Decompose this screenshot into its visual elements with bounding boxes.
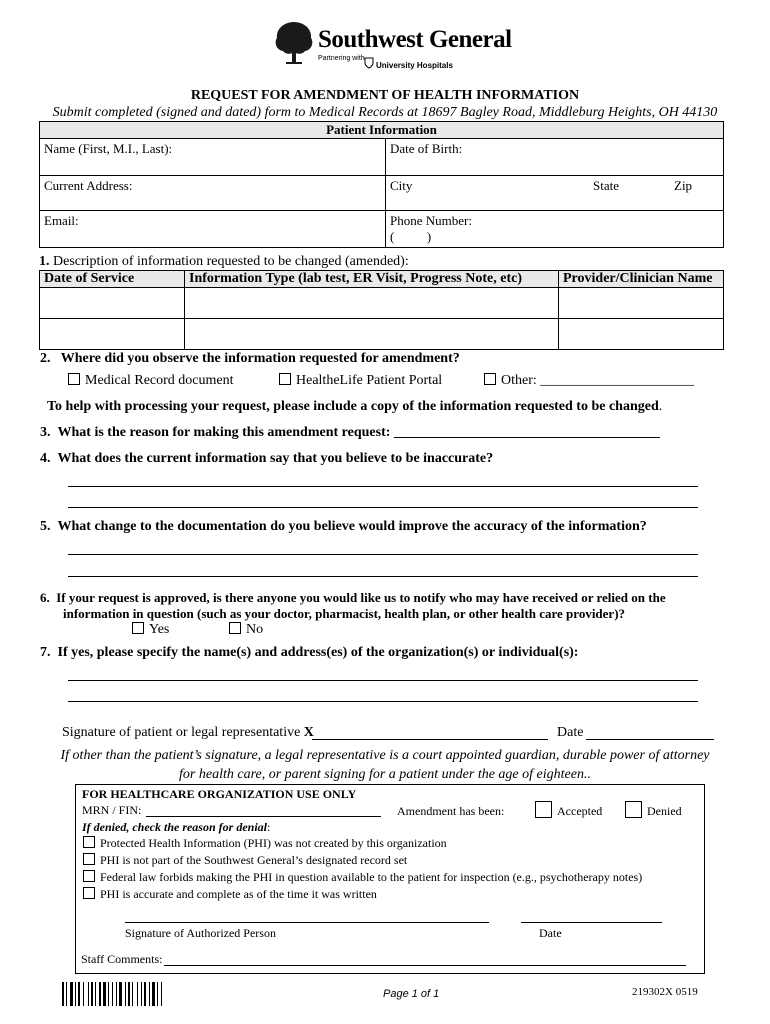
office-use-header: FOR HEALTHCARE ORGANIZATION USE ONLY [82, 787, 357, 801]
staff-comments-line[interactable] [164, 965, 686, 966]
auth-signature-line[interactable] [125, 922, 489, 923]
col-information-type: Information Type (lab test, ER Visit, Progress Note, etc) [185, 271, 559, 288]
checkbox[interactable] [132, 622, 144, 634]
dob-field[interactable] [386, 139, 724, 176]
state-label: State [593, 178, 619, 193]
legal-note: If other than the patient’s signature, a legal representative is a court appointed guardian, durable power of attorney for health care, or parent signing for a patient under the age of eighteen.. [60, 748, 710, 782]
q4-answer-line[interactable] [68, 507, 698, 508]
checkbox[interactable] [83, 836, 95, 848]
q1-label: Description of information requested to be changed (amended): [53, 254, 409, 269]
q2-option-other[interactable]: Other: ______________________ [484, 373, 694, 389]
table-row [40, 319, 724, 350]
amendment-table [39, 270, 724, 350]
uh-shield-icon [364, 57, 374, 69]
checkbox[interactable] [83, 853, 95, 865]
checkbox[interactable] [83, 870, 95, 882]
patient-info-table [39, 121, 724, 248]
denial-reason[interactable]: Federal law forbids making the PHI in question available to the patient for inspection (e.g., psychotherapy notes) [83, 870, 642, 885]
amendment-label: Amendment has been: [397, 804, 505, 818]
checkbox[interactable] [484, 373, 496, 385]
name-field[interactable] [40, 139, 386, 176]
city-state-zip-field[interactable] [386, 176, 724, 211]
form-code: 219302X 0519 [632, 986, 698, 998]
logo-partner-name: University Hospitals [376, 61, 453, 70]
auth-signature-label: Signature of Authorized Person [125, 926, 276, 940]
form-title: REQUEST FOR AMENDMENT OF HEALTH INFORMATION [190, 88, 580, 103]
cell-date-1[interactable] [40, 288, 185, 319]
checkbox[interactable] [279, 373, 291, 385]
barcode [62, 982, 198, 1006]
q4-answer-line[interactable] [68, 486, 698, 487]
denial-reason[interactable]: PHI is not part of the Southwest General’s designated record set [83, 853, 407, 868]
q1-number: 1. [39, 254, 50, 269]
denial-reason[interactable]: Protected Health Information (PHI) was not created by this organization [83, 836, 447, 851]
denial-reason[interactable]: PHI is accurate and complete as of the time it was written [83, 887, 377, 902]
logo [272, 20, 532, 76]
patient-date-label: Date [557, 725, 584, 740]
q2-text [40, 351, 460, 367]
checkbox[interactable] [535, 801, 552, 818]
q6-text: 6. If your request is approved, is there anyone you would like us to notify who may have received or relied on the information in question (such as your doctor, pharmacist, health plan, or other health care provider)? [40, 590, 666, 621]
q2-option-patient-portal[interactable]: HealtheLife Patient Portal [279, 373, 442, 389]
denied-option[interactable]: Denied [625, 801, 682, 819]
email-label: Email: [44, 213, 79, 228]
phone-field[interactable] [386, 211, 724, 248]
q6-option-yes[interactable]: Yes [132, 622, 169, 638]
checkbox[interactable] [625, 801, 642, 818]
dob-label: Date of Birth: [390, 141, 463, 156]
cell-type-2[interactable] [185, 319, 559, 350]
cell-date-2[interactable] [40, 319, 185, 350]
q5-answer-line[interactable] [68, 554, 698, 555]
denial-heading: If denied, check the reason for denial: [82, 820, 271, 834]
cell-provider-2[interactable] [559, 319, 724, 350]
table-row [40, 288, 724, 319]
address-field[interactable] [40, 176, 386, 211]
help-text: To help with processing your request, please include a copy of the information requested to be changed. [47, 399, 663, 414]
auth-date-label: Date [539, 926, 562, 940]
email-field[interactable] [40, 211, 386, 248]
q2-label: Where did you observe the information requested for amendment? [60, 351, 460, 366]
q1-text [39, 254, 409, 270]
col-provider-name: Provider/Clinician Name [559, 271, 724, 288]
address-label: Current Address: [44, 178, 133, 193]
q7-text: 7. If yes, please specify the name(s) and address(es) of the organization(s) or individual(s): [40, 645, 579, 660]
patient-signature-label: Signature of patient or legal representative X [62, 725, 314, 740]
zip-label: Zip [674, 178, 693, 193]
auth-date-line[interactable] [521, 922, 662, 923]
checkbox[interactable] [68, 373, 80, 385]
page-number: Page 1 of 1 [383, 988, 440, 1000]
col-date-of-service: Date of Service [40, 271, 185, 288]
q5-text: 5. What change to the documentation do you believe would improve the accuracy of the information? [40, 519, 647, 534]
name-label: Name (First, M.I., Last): [44, 141, 173, 156]
office-use-box [75, 784, 705, 974]
patient-info-header: Patient Information [40, 122, 724, 139]
mrn-label: MRN / FIN: [82, 803, 142, 817]
q3-text: 3. What is the reason for making this amendment request: ______________________________________ [40, 425, 660, 440]
logo-name: Southwest General [318, 26, 512, 53]
logo-partner-prefix: Partnering with [318, 55, 365, 62]
checkbox[interactable] [229, 622, 241, 634]
form-subtitle: Submit completed (signed and dated) form to Medical Records at 18697 Bagley Road, Middleburg Heights, OH 44130 [52, 105, 718, 120]
city-label: City [390, 178, 413, 193]
mrn-line[interactable] [146, 816, 381, 817]
q2-option-medical-record[interactable]: Medical Record document [68, 373, 234, 389]
q7-answer-line[interactable] [68, 680, 698, 681]
cell-type-1[interactable] [185, 288, 559, 319]
q4-text: 4. What does the current information say that you believe to be inaccurate? [40, 451, 494, 466]
tree-icon [272, 20, 316, 64]
q5-answer-line[interactable] [68, 576, 698, 577]
phone-label: Phone Number: [390, 213, 472, 228]
q2-number: 2. [40, 351, 51, 366]
phone-format: ( ) [390, 229, 432, 244]
patient-date-line[interactable] [586, 739, 714, 740]
staff-comments-label: Staff Comments: [81, 952, 163, 966]
cell-provider-1[interactable] [559, 288, 724, 319]
q6-option-no[interactable]: No [229, 622, 263, 638]
q7-answer-line[interactable] [68, 701, 698, 702]
patient-signature-line[interactable] [312, 739, 548, 740]
checkbox[interactable] [83, 887, 95, 899]
accepted-option[interactable]: Accepted [535, 801, 602, 819]
